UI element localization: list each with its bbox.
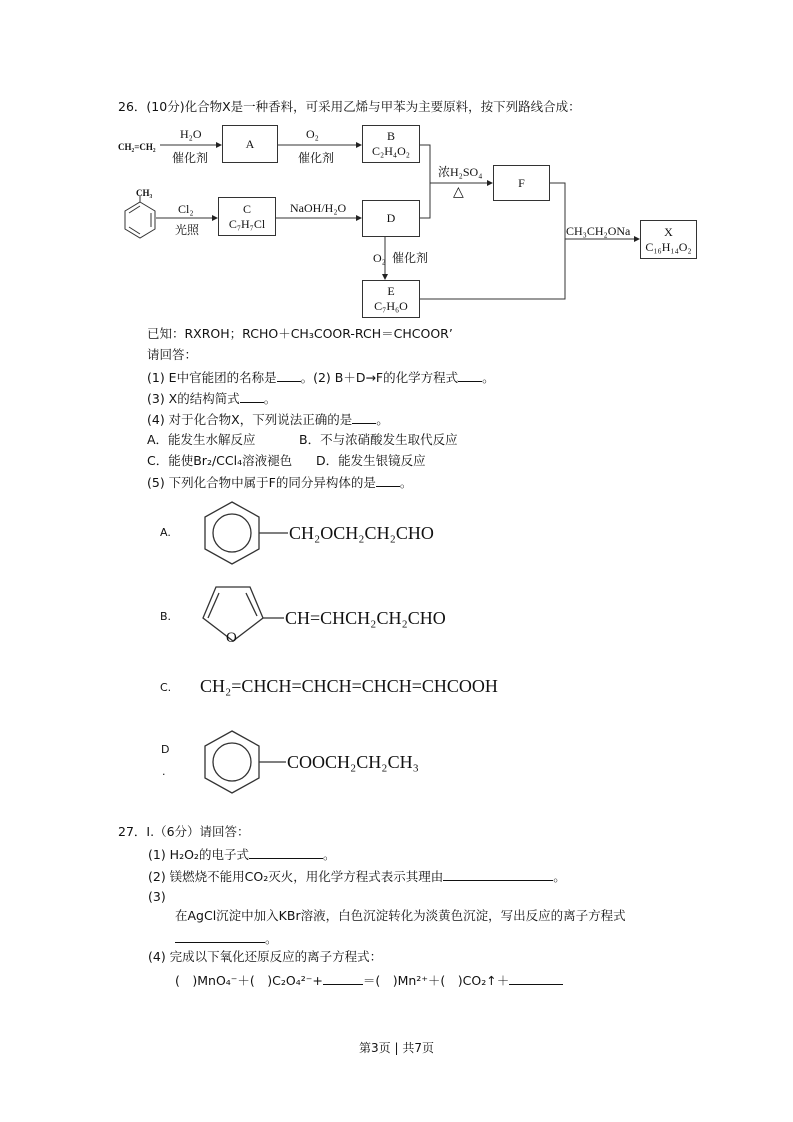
q4-text: (4) 对于化合物X，下列说法正确的是 [147,412,353,427]
reagent-o2: O₂ [306,127,319,141]
known-info: 已知：RXROH；RCHO＋CH₃COOR-RCH＝CHCOOR’ [147,326,453,341]
q3-label: (3) [148,889,166,904]
compound-label: C [242,201,251,216]
q27-part3-answer [175,930,278,947]
compound-A-box [222,125,278,163]
redox-equation [175,972,563,989]
choice-B-formula: CH=CHCH₂CH₂CHO [285,608,446,628]
compound-label: B [386,129,395,143]
compound-label: A [245,136,255,151]
q26-part5 [147,474,412,491]
answer-blank[interactable] [443,868,553,881]
furan-ring-icon [203,587,284,641]
catalyst-label: 催化剂 [298,151,335,165]
reagent-ch3ch2ona: CH₃CH₂ONa [566,224,631,238]
q1-text: (1) H₂O₂的电子式 [148,847,249,862]
answer-blank[interactable] [323,972,363,985]
compound-D-box [362,200,420,237]
option-A: A．能发生水解反应 [147,432,256,447]
compound-formula: C₇H₆O [374,299,408,313]
furan-oxygen: O [226,630,237,646]
choice-D-dot: . [162,765,166,778]
compound-B-box [362,125,420,163]
answer-blank[interactable] [376,474,400,487]
prompt: 请回答： [147,347,198,362]
catalyst-label: 催化剂 [172,151,209,165]
reagent-naoh: NaOH/H₂O [290,201,347,215]
q27-part1 [148,846,335,863]
compound-formula: C₇H₇Cl [228,216,266,231]
benzene-ring-A-icon [205,502,288,564]
condition-heat: △ [453,185,464,200]
q26-part4 [147,411,389,428]
equation-right: ＝( )Mn²⁺＋( )CO₂↑＋ [362,973,510,988]
answer-blank[interactable] [352,411,376,424]
condition-light: 光照 [175,223,200,237]
compound-formula: C₁₆H₁₄O₂ [645,239,692,254]
q27-title: 27．I.（6分）请回答： [118,824,250,839]
period: 。 [265,931,278,946]
reagent-cl2: Cl₂ [178,202,194,216]
compound-C-box [218,197,276,236]
compound-F-box [493,165,550,201]
compound-E-box [362,280,420,318]
q3-text: (3) X的结构简式 [147,391,240,406]
choice-A-label: A. [160,526,171,539]
option-B: B．不与浓硝酸发生取代反应 [299,432,458,447]
period: 。 [553,869,566,884]
compound-X-box [640,220,697,259]
reagent-h2o: H₂O [180,127,202,141]
q26-part1-2 [147,369,495,386]
reagent-o2-down: O₂ [373,251,386,265]
period: 。 [376,412,389,427]
choice-C-formula: CH₂=CHCH=CHCH=CHCH=CHCOOH [200,676,498,696]
choice-C-label: C. [160,681,172,694]
compound-label: F [518,175,525,190]
reagent-h2so4: 浓H₂SO₄ [438,165,483,179]
choice-D-formula: COOCH₂CH₂CH₃ [287,752,419,772]
toluene-ring-icon [125,196,155,238]
compound-formula: C₂H₄O₂ [372,144,410,158]
compound-label: D [386,211,396,225]
answer-blank[interactable] [249,846,323,859]
option-D: D．能发生银镜反应 [316,453,426,468]
answer-blank[interactable] [509,972,563,985]
period: 。 [322,847,336,862]
q2-text: 。(2) B＋D→F的化学方程式 [300,370,459,385]
benzene-ring-D-icon [205,731,286,793]
line-B-D [420,145,430,218]
q26-part3 [147,390,276,407]
period: 。 [482,370,495,385]
compound-label: E [387,284,395,298]
answer-blank[interactable] [175,930,265,943]
ethylene: CH₂=CH₂ [118,142,156,152]
q5-text: (5) 下列化合物中属于F的同分异构体的是 [147,475,376,490]
choice-D-label: D [161,743,170,756]
choice-B-label: B. [160,610,172,623]
q4-text: (4) 完成以下氧化还原反应的离子方程式： [148,949,383,964]
toluene-methyl: CH₃ [136,188,153,198]
q1-text: (1) E中官能团的名称是 [147,370,277,385]
answer-blank[interactable] [458,369,482,382]
period: 。 [399,475,413,490]
equation-left: ( )MnO₄⁻＋( )C₂O₄²⁻+ [175,973,323,988]
compound-label: X [664,224,673,239]
q27-part2 [148,868,566,885]
answer-blank[interactable] [240,390,264,403]
answer-blank[interactable] [277,369,301,382]
page-footer: 第3页 | 共7页 [359,1041,434,1055]
catalyst-label: 催化剂 [392,251,429,265]
q26-title: 26．(10分)化合物X是一种香料，可采用乙烯与甲苯为主要原料，按下列路线合成： [118,99,581,114]
choice-A-formula: CH₂OCH₂CH₂CHO [289,523,434,543]
q2-text: (2) 镁燃烧不能用CO₂灭火，用化学方程式表示其理由 [148,869,444,884]
q3-text: 在AgCl沉淀中加入KBr溶液，白色沉淀转化为淡黄色沉淀，写出反应的离子方程式 [175,908,626,923]
period: 。 [263,391,277,406]
option-C: C．能使Br₂/CCl₄溶液褪色 [147,453,293,468]
